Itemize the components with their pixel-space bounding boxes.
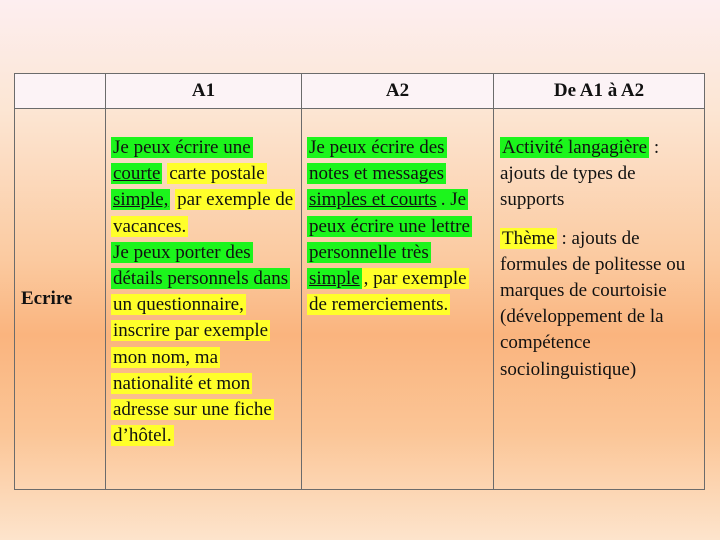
a1a2-paragraph-2 (500, 226, 700, 383)
a1a2-text (494, 109, 704, 383)
a2-line-5: personnelle très (309, 241, 429, 263)
a2-line-6-rest: , par exemple (363, 268, 467, 290)
row-label-ecrire: Ecrire (15, 109, 106, 490)
a1-line-2-courte: courte (113, 163, 161, 185)
cell-a1 (106, 109, 302, 490)
a1-text (106, 109, 301, 449)
a2-line-1: Je peux écrire des (309, 137, 445, 158)
a2-line-3-simples-courts: simples et courts (309, 189, 437, 211)
a2-line-6-simple: simple (309, 268, 360, 290)
header-a1-to-a2: De A1 à A2 (494, 74, 705, 109)
header-empty (15, 74, 106, 109)
a1a2-p2-rest: : ajouts de formules de politesse ou marques de courtoisie (développement de la compétence sociolinguistique) (500, 227, 686, 380)
a1-line-5: Je peux porter des (113, 241, 251, 263)
cell-a2 (302, 109, 494, 490)
a1-line-4: vacances. (113, 215, 187, 237)
a1-line-3-rest: par exemple de (177, 189, 294, 211)
a1a2-activite-langagiere: Activité langagière (502, 137, 648, 158)
a2-line-2: notes et messages (309, 163, 445, 185)
header-a1: A1 (106, 74, 302, 109)
cell-a1-to-a2 (494, 109, 705, 490)
a2-text (302, 109, 493, 318)
header-row (15, 74, 705, 109)
a1-line-8: inscrire par exemple (113, 320, 269, 342)
a2-line-7: de remerciements. (309, 294, 449, 316)
a1-line-12: d’hôtel. (113, 425, 172, 447)
header-a2: A2 (302, 74, 494, 109)
a1-line-9: mon nom, ma (113, 346, 219, 368)
a1-line-3-simple: simple, (113, 189, 169, 211)
a1-line-10: nationalité et mon (113, 372, 251, 394)
a1a2-paragraph-1 (500, 135, 700, 214)
a1-line-7: un questionnaire, (113, 294, 244, 316)
a1-line-11: adresse sur une fiche (113, 399, 272, 421)
a1a2-p1-rest: : ajouts de types de supports (500, 137, 660, 211)
a1-line-1: Je peux écrire une (113, 137, 251, 158)
a1-line-6: détails personnels dans (113, 268, 289, 290)
a2-line-4: peux écrire une lettre (309, 215, 470, 237)
a1a2-theme: Thème (502, 227, 555, 249)
ecrire-row (15, 109, 705, 490)
a1-line-2-rest: carte postale (169, 163, 265, 185)
a2-line-3-rest: . Je (440, 189, 467, 211)
skills-table (14, 73, 705, 490)
